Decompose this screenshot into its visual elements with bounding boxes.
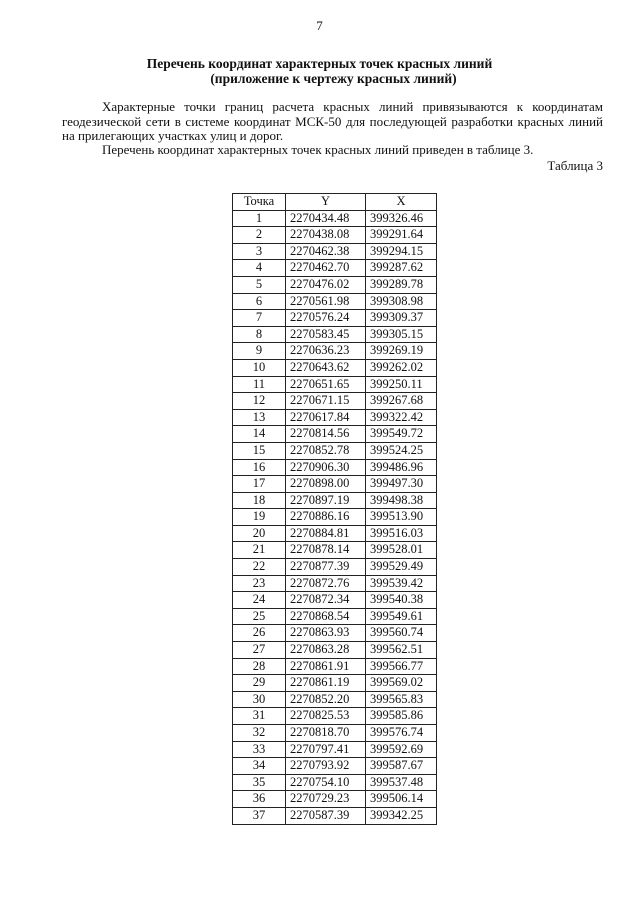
table-row [233, 559, 437, 576]
document-title [0, 56, 639, 86]
point-number-cell: 21 [233, 542, 286, 559]
table-row [233, 625, 437, 642]
table-row [233, 326, 437, 343]
y-coordinate-cell: 2270872.76 [286, 575, 366, 592]
x-coordinate-cell: 399528.01 [366, 542, 437, 559]
point-number-cell: 31 [233, 708, 286, 725]
x-coordinate-cell: 399322.42 [366, 409, 437, 426]
x-coordinate-cell: 399565.83 [366, 691, 437, 708]
point-number-cell: 23 [233, 575, 286, 592]
x-coordinate-cell: 399309.37 [366, 310, 437, 327]
x-coordinate-cell: 399592.69 [366, 741, 437, 758]
table-row [233, 492, 437, 509]
point-number-cell: 29 [233, 675, 286, 692]
x-coordinate-cell: 399549.72 [366, 426, 437, 443]
table-row [233, 642, 437, 659]
y-coordinate-cell: 2270861.91 [286, 658, 366, 675]
table-row [233, 774, 437, 791]
page-number: 7 [316, 18, 323, 33]
point-number-cell: 27 [233, 642, 286, 659]
x-coordinate-cell: 399560.74 [366, 625, 437, 642]
y-coordinate-cell: 2270587.39 [286, 807, 366, 824]
point-number-cell: 37 [233, 807, 286, 824]
y-coordinate-cell: 2270617.84 [286, 409, 366, 426]
header-point: Точка [233, 194, 286, 211]
x-coordinate-cell: 399540.38 [366, 592, 437, 609]
table-row [233, 708, 437, 725]
point-number-cell: 34 [233, 758, 286, 775]
y-coordinate-cell: 2270671.15 [286, 393, 366, 410]
coordinates-table-body [233, 210, 437, 824]
y-coordinate-cell: 2270897.19 [286, 492, 366, 509]
table-row [233, 243, 437, 260]
table-row [233, 725, 437, 742]
y-coordinate-cell: 2270576.24 [286, 310, 366, 327]
x-coordinate-cell: 399576.74 [366, 725, 437, 742]
y-coordinate-cell: 2270729.23 [286, 791, 366, 808]
y-coordinate-cell: 2270868.54 [286, 608, 366, 625]
intro-paragraph: Характерные точки границ расчета красных линий привязываются к координатам геодезической сети в системе координат МСК-50 для последующей разработки красных линий на прилегающих участках улиц и дорог. [62, 99, 603, 143]
table-row [233, 343, 437, 360]
table-row [233, 525, 437, 542]
point-number-cell: 13 [233, 409, 286, 426]
y-coordinate-cell: 2270754.10 [286, 774, 366, 791]
table-row [233, 359, 437, 376]
table-row [233, 293, 437, 310]
point-number-cell: 18 [233, 492, 286, 509]
x-coordinate-cell: 399529.49 [366, 559, 437, 576]
table-caption: Таблица 3 [547, 158, 603, 173]
table-row [233, 608, 437, 625]
point-number-cell: 1 [233, 210, 286, 227]
table-row [233, 459, 437, 476]
y-coordinate-cell: 2270583.45 [286, 326, 366, 343]
coordinates-table [232, 193, 437, 825]
header-y: Y [286, 194, 366, 211]
y-coordinate-cell: 2270852.20 [286, 691, 366, 708]
point-number-cell: 20 [233, 525, 286, 542]
table-row [233, 393, 437, 410]
x-coordinate-cell: 399585.86 [366, 708, 437, 725]
point-number-cell: 26 [233, 625, 286, 642]
table-row [233, 741, 437, 758]
point-number-cell: 11 [233, 376, 286, 393]
point-number-cell: 35 [233, 774, 286, 791]
x-coordinate-cell: 399516.03 [366, 525, 437, 542]
x-coordinate-cell: 399267.68 [366, 393, 437, 410]
document-title-line-2: (приложение к чертежу красных линий) [210, 71, 457, 86]
header-x: X [366, 194, 437, 211]
point-number-cell: 25 [233, 608, 286, 625]
table-row [233, 592, 437, 609]
y-coordinate-cell: 2270814.56 [286, 426, 366, 443]
point-number-cell: 17 [233, 476, 286, 493]
y-coordinate-cell: 2270872.34 [286, 592, 366, 609]
y-coordinate-cell: 2270793.92 [286, 758, 366, 775]
x-coordinate-cell: 399539.42 [366, 575, 437, 592]
point-number-cell: 6 [233, 293, 286, 310]
table-row [233, 758, 437, 775]
point-number-cell: 7 [233, 310, 286, 327]
x-coordinate-cell: 399549.61 [366, 608, 437, 625]
x-coordinate-cell: 399262.02 [366, 359, 437, 376]
x-coordinate-cell: 399537.48 [366, 774, 437, 791]
x-coordinate-cell: 399250.11 [366, 376, 437, 393]
table-row [233, 658, 437, 675]
point-number-cell: 32 [233, 725, 286, 742]
table-row [233, 260, 437, 277]
x-coordinate-cell: 399294.15 [366, 243, 437, 260]
table-header-row [233, 194, 437, 211]
x-coordinate-cell: 399513.90 [366, 509, 437, 526]
table-row [233, 791, 437, 808]
point-number-cell: 9 [233, 343, 286, 360]
y-coordinate-cell: 2270434.48 [286, 210, 366, 227]
x-coordinate-cell: 399562.51 [366, 642, 437, 659]
y-coordinate-cell: 2270561.98 [286, 293, 366, 310]
table-row [233, 807, 437, 824]
y-coordinate-cell: 2270863.28 [286, 642, 366, 659]
y-coordinate-cell: 2270476.02 [286, 276, 366, 293]
table-row [233, 210, 437, 227]
y-coordinate-cell: 2270886.16 [286, 509, 366, 526]
y-coordinate-cell: 2270438.08 [286, 227, 366, 244]
x-coordinate-cell: 399566.77 [366, 658, 437, 675]
y-coordinate-cell: 2270878.14 [286, 542, 366, 559]
y-coordinate-cell: 2270651.65 [286, 376, 366, 393]
point-number-cell: 15 [233, 442, 286, 459]
y-coordinate-cell: 2270797.41 [286, 741, 366, 758]
table-row [233, 542, 437, 559]
point-number-cell: 36 [233, 791, 286, 808]
y-coordinate-cell: 2270906.30 [286, 459, 366, 476]
y-coordinate-cell: 2270877.39 [286, 559, 366, 576]
table-row [233, 409, 437, 426]
y-coordinate-cell: 2270636.23 [286, 343, 366, 360]
x-coordinate-cell: 399287.62 [366, 260, 437, 277]
y-coordinate-cell: 2270861.19 [286, 675, 366, 692]
x-coordinate-cell: 399305.15 [366, 326, 437, 343]
table-row [233, 575, 437, 592]
point-number-cell: 16 [233, 459, 286, 476]
y-coordinate-cell: 2270643.62 [286, 359, 366, 376]
table-row [233, 276, 437, 293]
table-reference-paragraph: Перечень координат характерных точек красных линий приведен в таблице 3. [102, 142, 534, 157]
point-number-cell: 3 [233, 243, 286, 260]
point-number-cell: 10 [233, 359, 286, 376]
x-coordinate-cell: 399569.02 [366, 675, 437, 692]
point-number-cell: 5 [233, 276, 286, 293]
table-row [233, 675, 437, 692]
x-coordinate-cell: 399498.38 [366, 492, 437, 509]
point-number-cell: 24 [233, 592, 286, 609]
document-title-line-1: Перечень координат характерных точек красных линий [146, 56, 493, 71]
table-row [233, 691, 437, 708]
x-coordinate-cell: 399342.25 [366, 807, 437, 824]
point-number-cell: 19 [233, 509, 286, 526]
x-coordinate-cell: 399269.19 [366, 343, 437, 360]
x-coordinate-cell: 399497.30 [366, 476, 437, 493]
point-number-cell: 30 [233, 691, 286, 708]
y-coordinate-cell: 2270852.78 [286, 442, 366, 459]
table-row [233, 376, 437, 393]
x-coordinate-cell: 399486.96 [366, 459, 437, 476]
y-coordinate-cell: 2270818.70 [286, 725, 366, 742]
point-number-cell: 14 [233, 426, 286, 443]
table-row [233, 442, 437, 459]
table-row [233, 426, 437, 443]
point-number-cell: 12 [233, 393, 286, 410]
table-row [233, 227, 437, 244]
x-coordinate-cell: 399308.98 [366, 293, 437, 310]
point-number-cell: 33 [233, 741, 286, 758]
point-number-cell: 22 [233, 559, 286, 576]
x-coordinate-cell: 399506.14 [366, 791, 437, 808]
table-row [233, 476, 437, 493]
point-number-cell: 28 [233, 658, 286, 675]
x-coordinate-cell: 399587.67 [366, 758, 437, 775]
y-coordinate-cell: 2270462.70 [286, 260, 366, 277]
table-row [233, 310, 437, 327]
point-number-cell: 2 [233, 227, 286, 244]
point-number-cell: 4 [233, 260, 286, 277]
x-coordinate-cell: 399326.46 [366, 210, 437, 227]
x-coordinate-cell: 399291.64 [366, 227, 437, 244]
x-coordinate-cell: 399289.78 [366, 276, 437, 293]
point-number-cell: 8 [233, 326, 286, 343]
x-coordinate-cell: 399524.25 [366, 442, 437, 459]
y-coordinate-cell: 2270898.00 [286, 476, 366, 493]
y-coordinate-cell: 2270462.38 [286, 243, 366, 260]
y-coordinate-cell: 2270825.53 [286, 708, 366, 725]
y-coordinate-cell: 2270884.81 [286, 525, 366, 542]
table-row [233, 509, 437, 526]
y-coordinate-cell: 2270863.93 [286, 625, 366, 642]
